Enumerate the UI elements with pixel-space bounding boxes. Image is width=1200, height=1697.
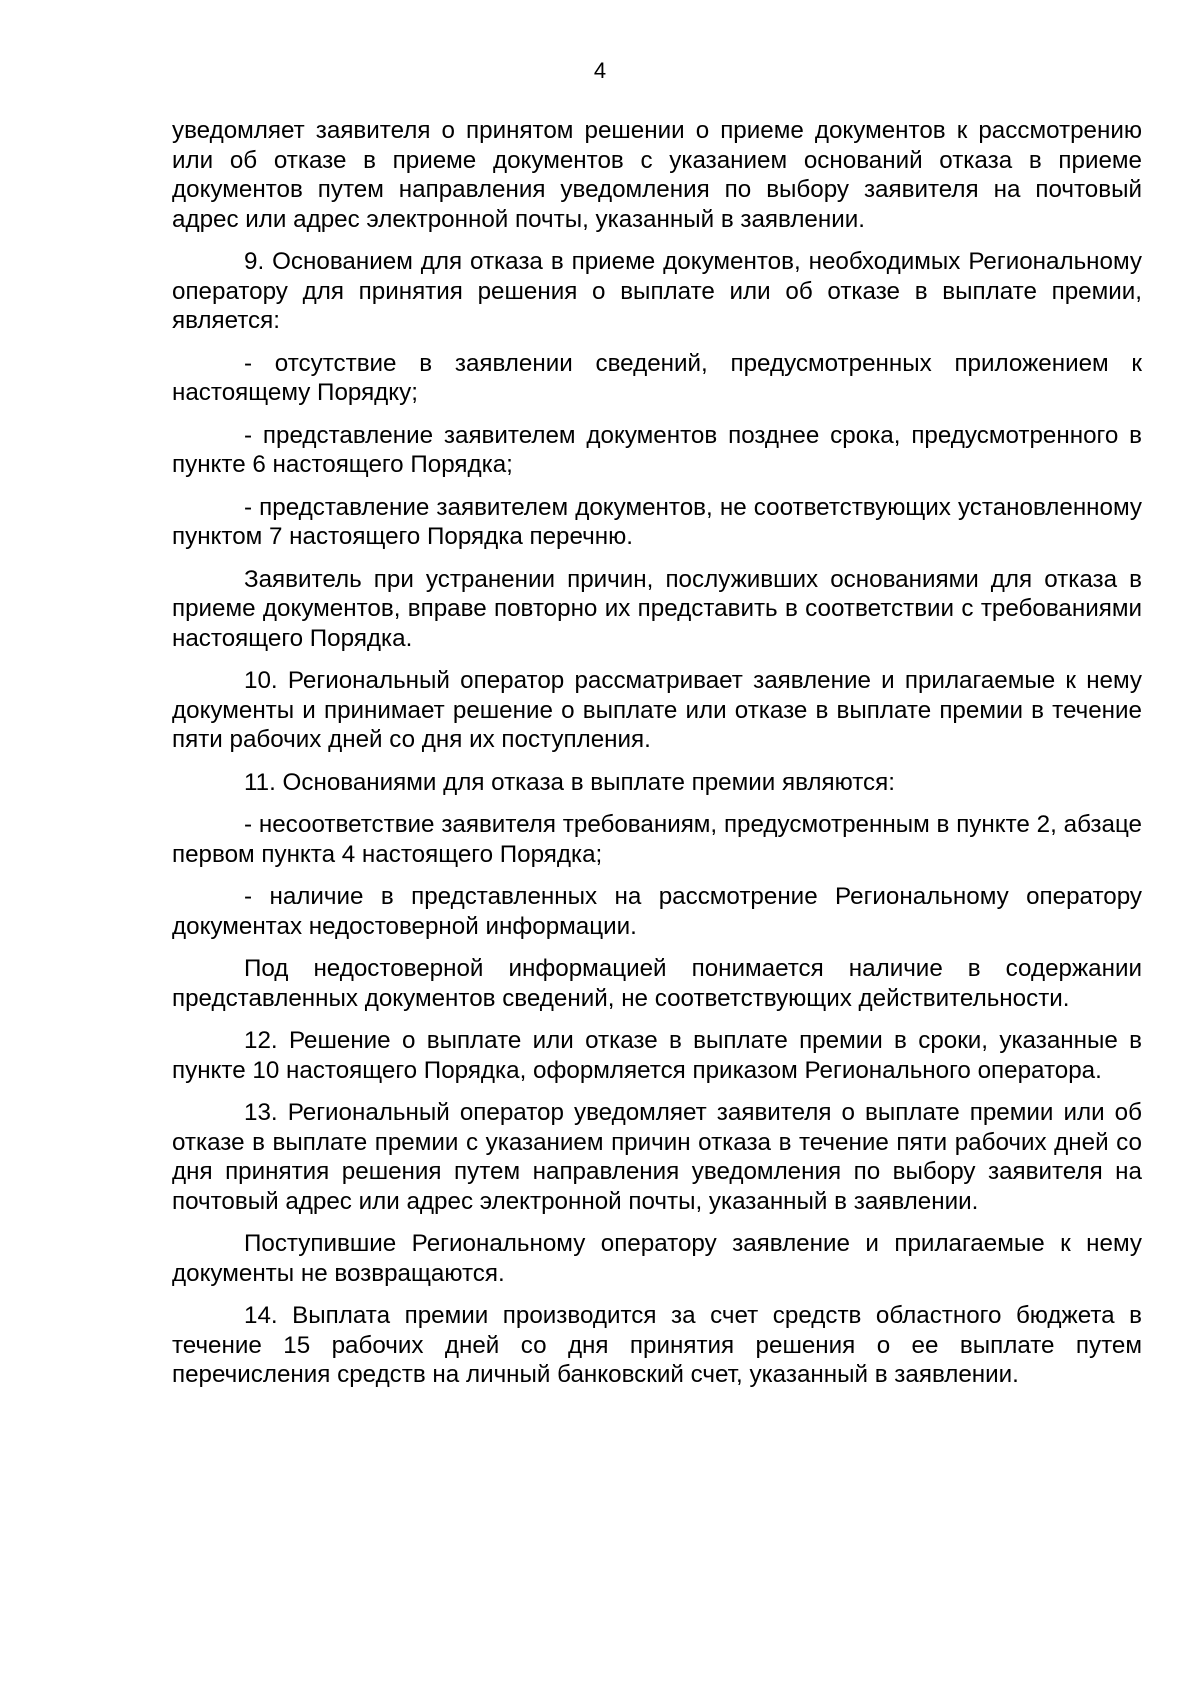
document-body — [172, 116, 1142, 1403]
page-number: 4 — [593, 58, 607, 83]
paragraph-item-12: 12. Решение о выплате или отказе в выплате премии в сроки, указанные в пункте 10 настоящего Порядка, оформляется приказом Регионального оператора. — [172, 1027, 1142, 1084]
paragraph-item-14: 14. Выплата премии производится за счет средств областного бюджета в течение 15 рабочих дней со дня принятия решения о ее выплате путем перечисления средств на личный банковский счет, указанный в заявлении. — [172, 1302, 1142, 1388]
paragraph-item-11: 11. Основаниями для отказа в выплате премии являются: — [244, 768, 895, 796]
paragraph-item-10: 10. Региональный оператор рассматривает заявление и прилагаемые к нему документы и принимает решение о выплате или отказе в выплате премии в течение пяти рабочих дней со дня их поступления. — [172, 667, 1142, 753]
paragraph-bullet: - несоответствие заявителя требованиям, предусмотренным в пункте 2, абзаце первом пункта 4 настоящего Порядка; — [172, 811, 1142, 868]
paragraph: Заявитель при устранении причин, послуживших основаниями для отказа в приеме документов, вправе повторно их представить в соответствии с требованиями настоящего Порядка. — [172, 565, 1142, 652]
paragraph: Поступившие Региональному оператору заявление и прилагаемые к нему документы не возвращаются. — [172, 1230, 1142, 1287]
paragraph-bullet: - представление заявителем документов позднее срока, предусмотренного в пункте 6 настоящего Порядка; — [172, 421, 1142, 478]
paragraph-bullet: - наличие в представленных на рассмотрение Региональному оператору документах недостоверной информации. — [172, 883, 1142, 940]
paragraph-bullet: - отсутствие в заявлении сведений, предусмотренных приложением к настоящему Порядку; — [172, 349, 1142, 406]
paragraph-item-9: 9. Основанием для отказа в приеме документов, необходимых Региональному оператору для принятия решения о выплате или об отказе в выплате премии, является: — [172, 248, 1142, 334]
paragraph: Под недостоверной информацией понимается наличие в содержании представленных документов сведений, не соответствующих действительности. — [172, 955, 1142, 1012]
paragraph-item-13: 13. Региональный оператор уведомляет заявителя о выплате премии или об отказе в выплате премии с указанием причин отказа в течение пяти рабочих дней со дня принятия решения путем направления уведомления по выбору заявителя на почтовый адрес или адрес электронной почты, указанный в заявлении. — [172, 1099, 1142, 1215]
paragraph-bullet: - представление заявителем документов, не соответствующих установленному пунктом 7 настоящего Порядка перечню. — [172, 493, 1142, 550]
paragraph-continuation: уведомляет заявителя о принятом решении о приеме документов к рассмотрению или об отказе в приеме документов с указанием оснований отказа в приеме документов путем направления уведомления по выбору заявителя на почтовый адрес или адрес электронной почты, указанный в заявлении. — [172, 117, 1142, 233]
